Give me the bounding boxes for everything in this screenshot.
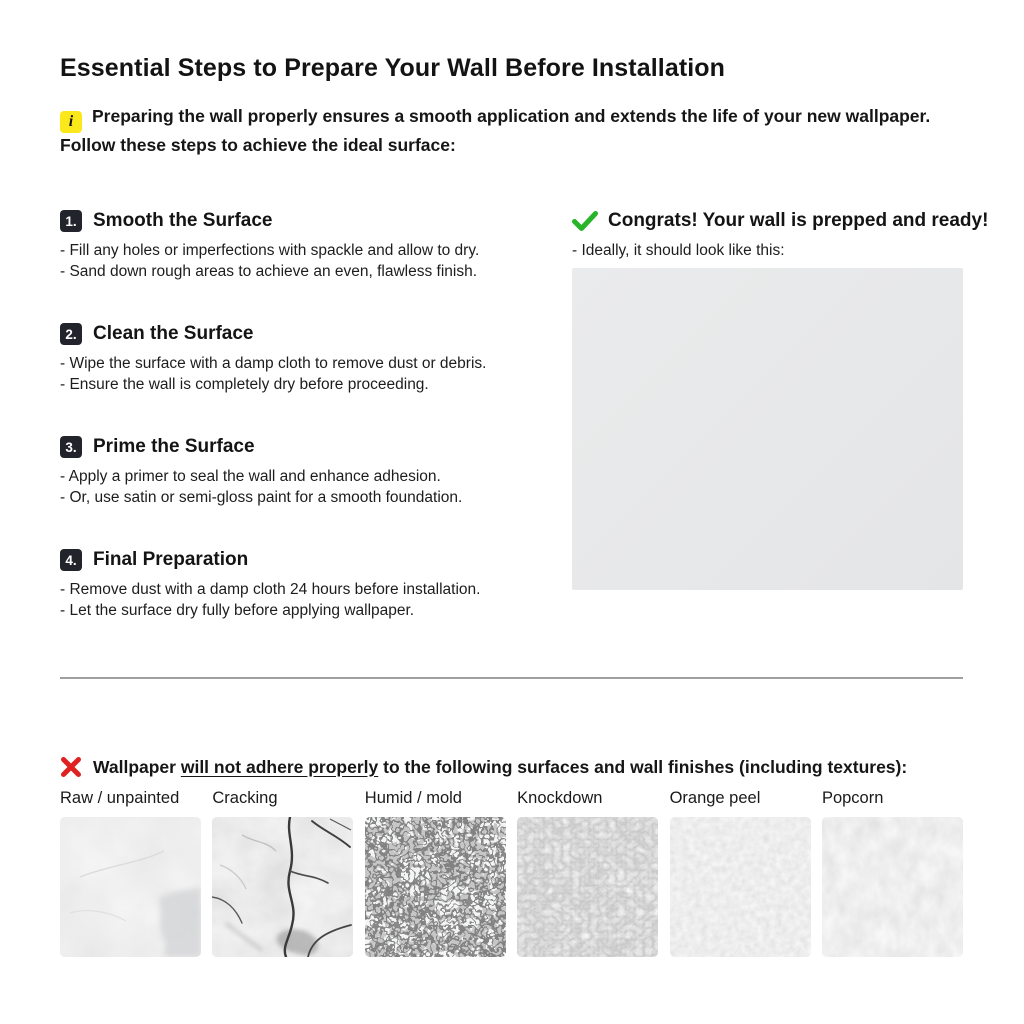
intro-paragraph	[60, 104, 968, 157]
success-subtitle: - Ideally, it should look like this:	[572, 242, 785, 259]
step-clean-surface	[60, 323, 535, 395]
intro-text: Preparing the wall properly ensures a smooth application and extends the life of your new wallpaper. Follow these steps to achieve the ideal surface:	[60, 106, 931, 155]
step-title: Clean the Surface	[93, 323, 254, 344]
step-title: Final Preparation	[93, 549, 249, 570]
surface-humid-mold	[365, 789, 506, 957]
step-final-preparation	[60, 549, 535, 621]
step-number-badge: 3.	[60, 436, 82, 458]
step-instruction: - Ensure the wall is completely dry before proceeding.	[60, 376, 429, 393]
bad-surfaces-row	[60, 789, 963, 957]
step-instruction: - Let the surface dry fully before applying wallpaper.	[60, 602, 415, 619]
step-heading	[60, 323, 535, 345]
step-heading	[60, 210, 535, 232]
step-instruction: - Wipe the surface with a damp cloth to remove dust or debris.	[60, 355, 487, 372]
cracking-texture-image	[212, 817, 353, 957]
surface-orange-peel	[670, 789, 811, 957]
surface-knockdown	[517, 789, 658, 957]
raw-unpainted-texture-image	[60, 817, 201, 957]
humid-mold-texture-image	[365, 817, 506, 957]
surface-label: Popcorn	[821, 789, 884, 807]
checkmark-icon	[572, 210, 598, 232]
surface-label: Humid / mold	[364, 789, 462, 807]
step-instruction: - Or, use satin or semi-gloss paint for a smooth foundation.	[60, 489, 463, 506]
step-title: Smooth the Surface	[93, 210, 273, 231]
section-divider	[60, 677, 963, 679]
warning-text	[93, 755, 907, 779]
step-number-badge: 2.	[60, 323, 82, 345]
warning-underlined: will not adhere properly	[180, 757, 379, 777]
step-instruction: - Fill any holes or imperfections with spackle and allow to dry.	[60, 242, 480, 259]
popcorn-texture-image	[822, 817, 963, 957]
step-instruction: - Sand down rough areas to achieve an even, flawless finish.	[60, 263, 478, 280]
warning-paragraph	[60, 755, 968, 779]
step-smooth-surface	[60, 210, 535, 282]
surface-label: Raw / unpainted	[60, 789, 180, 807]
info-icon	[60, 111, 82, 133]
surface-label: Orange peel	[669, 789, 761, 807]
warning-prefix: Wallpaper	[93, 757, 181, 777]
surface-raw-unpainted	[60, 789, 201, 957]
surface-label: Knockdown	[517, 789, 603, 807]
surface-label: Cracking	[212, 789, 278, 807]
step-number-badge: 1.	[60, 210, 82, 232]
step-instruction: - Remove dust with a damp cloth 24 hours before installation.	[60, 581, 481, 598]
surface-cracking	[212, 789, 353, 957]
steps-column	[60, 210, 535, 662]
success-title: Congrats! Your wall is prepped and ready!	[608, 210, 989, 231]
surface-popcorn	[822, 789, 963, 957]
step-prime-surface	[60, 436, 535, 508]
page-title: Essential Steps to Prepare Your Wall Before Installation	[60, 54, 726, 82]
step-instruction: - Apply a primer to seal the wall and enhance adhesion.	[60, 468, 441, 485]
knockdown-texture-image	[517, 817, 658, 957]
result-column	[572, 210, 989, 590]
step-title: Prime the Surface	[93, 436, 255, 457]
orange-peel-texture-image	[670, 817, 811, 957]
step-number-badge: 4.	[60, 549, 82, 571]
prepped-wall-sample-image	[572, 268, 963, 590]
success-heading	[572, 210, 989, 232]
info-icon-glyph: i	[68, 113, 74, 130]
step-heading	[60, 436, 535, 458]
x-mark-icon	[60, 756, 82, 778]
warning-suffix: to the following surfaces and wall finishes (including textures):	[378, 757, 908, 777]
step-heading	[60, 549, 535, 571]
